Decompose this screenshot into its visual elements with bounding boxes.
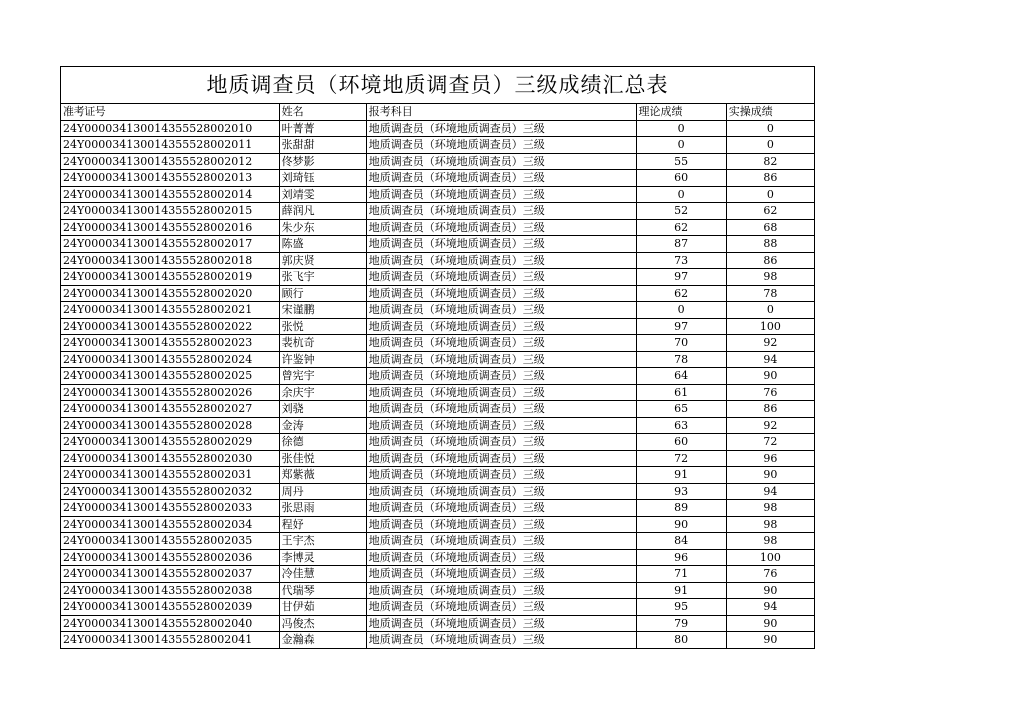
table-row bbox=[61, 302, 814, 319]
cell-practice-score: 90 bbox=[726, 467, 814, 484]
cell-exam-id: 24Y000034130014355528002026 bbox=[61, 384, 279, 401]
table-row bbox=[61, 285, 814, 302]
table-row bbox=[61, 153, 814, 170]
score-sheet bbox=[60, 66, 815, 649]
cell-theory-score: 62 bbox=[636, 285, 726, 302]
cell-subject: 地质调查员（环境地质调查员）三级 bbox=[366, 285, 636, 302]
cell-exam-id: 24Y000034130014355528002032 bbox=[61, 483, 279, 500]
cell-name: 徐德 bbox=[279, 434, 366, 451]
cell-subject: 地质调查员（环境地质调查员）三级 bbox=[366, 549, 636, 566]
cell-subject: 地质调查员（环境地质调查员）三级 bbox=[366, 203, 636, 220]
cell-practice-score: 94 bbox=[726, 483, 814, 500]
cell-exam-id: 24Y000034130014355528002010 bbox=[61, 120, 279, 137]
cell-exam-id: 24Y000034130014355528002039 bbox=[61, 599, 279, 616]
cell-theory-score: 0 bbox=[636, 186, 726, 203]
cell-practice-score: 92 bbox=[726, 417, 814, 434]
table-row bbox=[61, 599, 814, 616]
table-row bbox=[61, 269, 814, 286]
cell-theory-score: 70 bbox=[636, 335, 726, 352]
cell-name: 刘琦钰 bbox=[279, 170, 366, 187]
cell-exam-id: 24Y000034130014355528002027 bbox=[61, 401, 279, 418]
cell-exam-id: 24Y000034130014355528002022 bbox=[61, 318, 279, 335]
cell-practice-score: 0 bbox=[726, 302, 814, 319]
cell-name: 金瀚森 bbox=[279, 632, 366, 649]
cell-practice-score: 98 bbox=[726, 269, 814, 286]
cell-practice-score: 90 bbox=[726, 368, 814, 385]
cell-subject: 地质调查员（环境地质调查员）三级 bbox=[366, 500, 636, 517]
cell-theory-score: 61 bbox=[636, 384, 726, 401]
cell-exam-id: 24Y000034130014355528002034 bbox=[61, 516, 279, 533]
cell-theory-score: 60 bbox=[636, 434, 726, 451]
cell-theory-score: 97 bbox=[636, 318, 726, 335]
cell-practice-score: 98 bbox=[726, 516, 814, 533]
cell-practice-score: 100 bbox=[726, 549, 814, 566]
cell-name: 郭庆贤 bbox=[279, 252, 366, 269]
cell-exam-id: 24Y000034130014355528002037 bbox=[61, 566, 279, 583]
table-row bbox=[61, 533, 814, 550]
cell-practice-score: 82 bbox=[726, 153, 814, 170]
table-body bbox=[61, 120, 814, 648]
cell-name: 张佳悦 bbox=[279, 450, 366, 467]
table-row bbox=[61, 252, 814, 269]
cell-subject: 地质调查员（环境地质调查员）三级 bbox=[366, 450, 636, 467]
cell-exam-id: 24Y000034130014355528002031 bbox=[61, 467, 279, 484]
cell-name: 冷佳慧 bbox=[279, 566, 366, 583]
cell-exam-id: 24Y000034130014355528002021 bbox=[61, 302, 279, 319]
header-name: 姓名 bbox=[279, 104, 366, 120]
cell-name: 张飞宇 bbox=[279, 269, 366, 286]
cell-name: 曾宪宇 bbox=[279, 368, 366, 385]
cell-name: 郑紫薇 bbox=[279, 467, 366, 484]
cell-practice-score: 76 bbox=[726, 384, 814, 401]
cell-name: 冯俊杰 bbox=[279, 615, 366, 632]
cell-name: 周丹 bbox=[279, 483, 366, 500]
cell-theory-score: 93 bbox=[636, 483, 726, 500]
cell-theory-score: 62 bbox=[636, 219, 726, 236]
cell-theory-score: 73 bbox=[636, 252, 726, 269]
cell-subject: 地质调查员（环境地质调查员）三级 bbox=[366, 302, 636, 319]
header-row bbox=[61, 104, 814, 120]
cell-subject: 地质调查员（环境地质调查员）三级 bbox=[366, 615, 636, 632]
cell-exam-id: 24Y000034130014355528002015 bbox=[61, 203, 279, 220]
cell-subject: 地质调查员（环境地质调查员）三级 bbox=[366, 170, 636, 187]
cell-name: 张悦 bbox=[279, 318, 366, 335]
cell-theory-score: 97 bbox=[636, 269, 726, 286]
header-exam-id: 准考证号 bbox=[61, 104, 279, 120]
cell-exam-id: 24Y000034130014355528002018 bbox=[61, 252, 279, 269]
cell-exam-id: 24Y000034130014355528002014 bbox=[61, 186, 279, 203]
cell-exam-id: 24Y000034130014355528002020 bbox=[61, 285, 279, 302]
cell-name: 顾行 bbox=[279, 285, 366, 302]
cell-name: 叶菁菁 bbox=[279, 120, 366, 137]
cell-subject: 地质调查员（环境地质调查员）三级 bbox=[366, 269, 636, 286]
table-row bbox=[61, 401, 814, 418]
cell-subject: 地质调查员（环境地质调查员）三级 bbox=[366, 566, 636, 583]
header-subject: 报考科目 bbox=[366, 104, 636, 120]
cell-practice-score: 98 bbox=[726, 533, 814, 550]
cell-theory-score: 89 bbox=[636, 500, 726, 517]
cell-theory-score: 95 bbox=[636, 599, 726, 616]
cell-subject: 地质调查员（环境地质调查员）三级 bbox=[366, 351, 636, 368]
table-row bbox=[61, 467, 814, 484]
cell-exam-id: 24Y000034130014355528002040 bbox=[61, 615, 279, 632]
cell-practice-score: 98 bbox=[726, 500, 814, 517]
cell-name: 陈盛 bbox=[279, 236, 366, 253]
cell-subject: 地质调查员（环境地质调查员）三级 bbox=[366, 417, 636, 434]
table-row bbox=[61, 417, 814, 434]
cell-exam-id: 24Y000034130014355528002016 bbox=[61, 219, 279, 236]
cell-exam-id: 24Y000034130014355528002011 bbox=[61, 137, 279, 154]
cell-theory-score: 79 bbox=[636, 615, 726, 632]
table-row bbox=[61, 203, 814, 220]
sheet-title: 地质调查员（环境地质调查员）三级成绩汇总表 bbox=[61, 67, 814, 104]
cell-exam-id: 24Y000034130014355528002030 bbox=[61, 450, 279, 467]
cell-theory-score: 0 bbox=[636, 120, 726, 137]
cell-theory-score: 90 bbox=[636, 516, 726, 533]
cell-theory-score: 71 bbox=[636, 566, 726, 583]
cell-subject: 地质调查员（环境地质调查员）三级 bbox=[366, 236, 636, 253]
cell-exam-id: 24Y000034130014355528002041 bbox=[61, 632, 279, 649]
cell-practice-score: 100 bbox=[726, 318, 814, 335]
table-row bbox=[61, 434, 814, 451]
cell-theory-score: 91 bbox=[636, 582, 726, 599]
cell-theory-score: 63 bbox=[636, 417, 726, 434]
table-row bbox=[61, 236, 814, 253]
table-row bbox=[61, 384, 814, 401]
cell-practice-score: 0 bbox=[726, 137, 814, 154]
cell-practice-score: 86 bbox=[726, 252, 814, 269]
cell-exam-id: 24Y000034130014355528002028 bbox=[61, 417, 279, 434]
table-row bbox=[61, 318, 814, 335]
cell-subject: 地质调查员（环境地质调查员）三级 bbox=[366, 368, 636, 385]
cell-subject: 地质调查员（环境地质调查员）三级 bbox=[366, 467, 636, 484]
cell-subject: 地质调查员（环境地质调查员）三级 bbox=[366, 401, 636, 418]
cell-subject: 地质调查员（环境地质调查员）三级 bbox=[366, 516, 636, 533]
cell-exam-id: 24Y000034130014355528002025 bbox=[61, 368, 279, 385]
cell-name: 余庆宇 bbox=[279, 384, 366, 401]
cell-theory-score: 52 bbox=[636, 203, 726, 220]
cell-subject: 地质调查员（环境地质调查员）三级 bbox=[366, 384, 636, 401]
cell-name: 许鉴钟 bbox=[279, 351, 366, 368]
cell-theory-score: 72 bbox=[636, 450, 726, 467]
cell-theory-score: 64 bbox=[636, 368, 726, 385]
cell-name: 李博灵 bbox=[279, 549, 366, 566]
table-row bbox=[61, 615, 814, 632]
cell-name: 甘伊茹 bbox=[279, 599, 366, 616]
cell-exam-id: 24Y000034130014355528002038 bbox=[61, 582, 279, 599]
cell-practice-score: 90 bbox=[726, 615, 814, 632]
cell-name: 金涛 bbox=[279, 417, 366, 434]
cell-practice-score: 90 bbox=[726, 582, 814, 599]
cell-theory-score: 0 bbox=[636, 137, 726, 154]
cell-name: 程妤 bbox=[279, 516, 366, 533]
header-practice-score: 实操成绩 bbox=[726, 104, 814, 120]
table-row bbox=[61, 566, 814, 583]
table-row bbox=[61, 500, 814, 517]
cell-theory-score: 60 bbox=[636, 170, 726, 187]
cell-exam-id: 24Y000034130014355528002019 bbox=[61, 269, 279, 286]
table-row bbox=[61, 137, 814, 154]
cell-name: 裴杭奇 bbox=[279, 335, 366, 352]
cell-exam-id: 24Y000034130014355528002036 bbox=[61, 549, 279, 566]
cell-subject: 地质调查员（环境地质调查员）三级 bbox=[366, 219, 636, 236]
cell-subject: 地质调查员（环境地质调查员）三级 bbox=[366, 137, 636, 154]
cell-practice-score: 92 bbox=[726, 335, 814, 352]
cell-subject: 地质调查员（环境地质调查员）三级 bbox=[366, 153, 636, 170]
cell-practice-score: 62 bbox=[726, 203, 814, 220]
cell-practice-score: 72 bbox=[726, 434, 814, 451]
cell-exam-id: 24Y000034130014355528002024 bbox=[61, 351, 279, 368]
cell-theory-score: 78 bbox=[636, 351, 726, 368]
table-row bbox=[61, 582, 814, 599]
cell-subject: 地质调查员（环境地质调查员）三级 bbox=[366, 533, 636, 550]
cell-theory-score: 87 bbox=[636, 236, 726, 253]
cell-name: 佟梦影 bbox=[279, 153, 366, 170]
cell-theory-score: 0 bbox=[636, 302, 726, 319]
cell-theory-score: 96 bbox=[636, 549, 726, 566]
cell-practice-score: 88 bbox=[726, 236, 814, 253]
cell-subject: 地质调查员（环境地质调查员）三级 bbox=[366, 120, 636, 137]
cell-practice-score: 96 bbox=[726, 450, 814, 467]
cell-exam-id: 24Y000034130014355528002029 bbox=[61, 434, 279, 451]
table-row bbox=[61, 170, 814, 187]
cell-name: 张思雨 bbox=[279, 500, 366, 517]
cell-subject: 地质调查员（环境地质调查员）三级 bbox=[366, 599, 636, 616]
cell-name: 刘骁 bbox=[279, 401, 366, 418]
cell-theory-score: 91 bbox=[636, 467, 726, 484]
table-row bbox=[61, 335, 814, 352]
table-row bbox=[61, 219, 814, 236]
cell-theory-score: 65 bbox=[636, 401, 726, 418]
cell-theory-score: 80 bbox=[636, 632, 726, 649]
cell-practice-score: 0 bbox=[726, 186, 814, 203]
table-row bbox=[61, 450, 814, 467]
cell-name: 朱少东 bbox=[279, 219, 366, 236]
cell-name: 刘靖雯 bbox=[279, 186, 366, 203]
table-row bbox=[61, 549, 814, 566]
table-row bbox=[61, 368, 814, 385]
cell-subject: 地质调查员（环境地质调查员）三级 bbox=[366, 318, 636, 335]
cell-practice-score: 86 bbox=[726, 170, 814, 187]
cell-exam-id: 24Y000034130014355528002013 bbox=[61, 170, 279, 187]
cell-practice-score: 90 bbox=[726, 632, 814, 649]
score-table bbox=[61, 104, 814, 649]
table-row bbox=[61, 186, 814, 203]
cell-practice-score: 94 bbox=[726, 599, 814, 616]
cell-practice-score: 76 bbox=[726, 566, 814, 583]
table-row bbox=[61, 120, 814, 137]
cell-name: 薛润凡 bbox=[279, 203, 366, 220]
cell-practice-score: 86 bbox=[726, 401, 814, 418]
table-row bbox=[61, 351, 814, 368]
cell-practice-score: 78 bbox=[726, 285, 814, 302]
cell-name: 宋谨鹏 bbox=[279, 302, 366, 319]
cell-subject: 地质调查员（环境地质调查员）三级 bbox=[366, 434, 636, 451]
cell-theory-score: 55 bbox=[636, 153, 726, 170]
table-row bbox=[61, 483, 814, 500]
cell-name: 代瑞琴 bbox=[279, 582, 366, 599]
cell-subject: 地质调查员（环境地质调查员）三级 bbox=[366, 335, 636, 352]
cell-subject: 地质调查员（环境地质调查员）三级 bbox=[366, 483, 636, 500]
cell-theory-score: 84 bbox=[636, 533, 726, 550]
cell-exam-id: 24Y000034130014355528002012 bbox=[61, 153, 279, 170]
cell-practice-score: 0 bbox=[726, 120, 814, 137]
cell-exam-id: 24Y000034130014355528002035 bbox=[61, 533, 279, 550]
cell-name: 张甜甜 bbox=[279, 137, 366, 154]
cell-subject: 地质调查员（环境地质调查员）三级 bbox=[366, 252, 636, 269]
cell-subject: 地质调查员（环境地质调查员）三级 bbox=[366, 582, 636, 599]
table-row bbox=[61, 516, 814, 533]
cell-exam-id: 24Y000034130014355528002033 bbox=[61, 500, 279, 517]
cell-subject: 地质调查员（环境地质调查员）三级 bbox=[366, 632, 636, 649]
table-row bbox=[61, 632, 814, 649]
cell-exam-id: 24Y000034130014355528002017 bbox=[61, 236, 279, 253]
cell-practice-score: 68 bbox=[726, 219, 814, 236]
cell-exam-id: 24Y000034130014355528002023 bbox=[61, 335, 279, 352]
cell-subject: 地质调查员（环境地质调查员）三级 bbox=[366, 186, 636, 203]
cell-practice-score: 94 bbox=[726, 351, 814, 368]
header-theory-score: 理论成绩 bbox=[636, 104, 726, 120]
cell-name: 王宇杰 bbox=[279, 533, 366, 550]
